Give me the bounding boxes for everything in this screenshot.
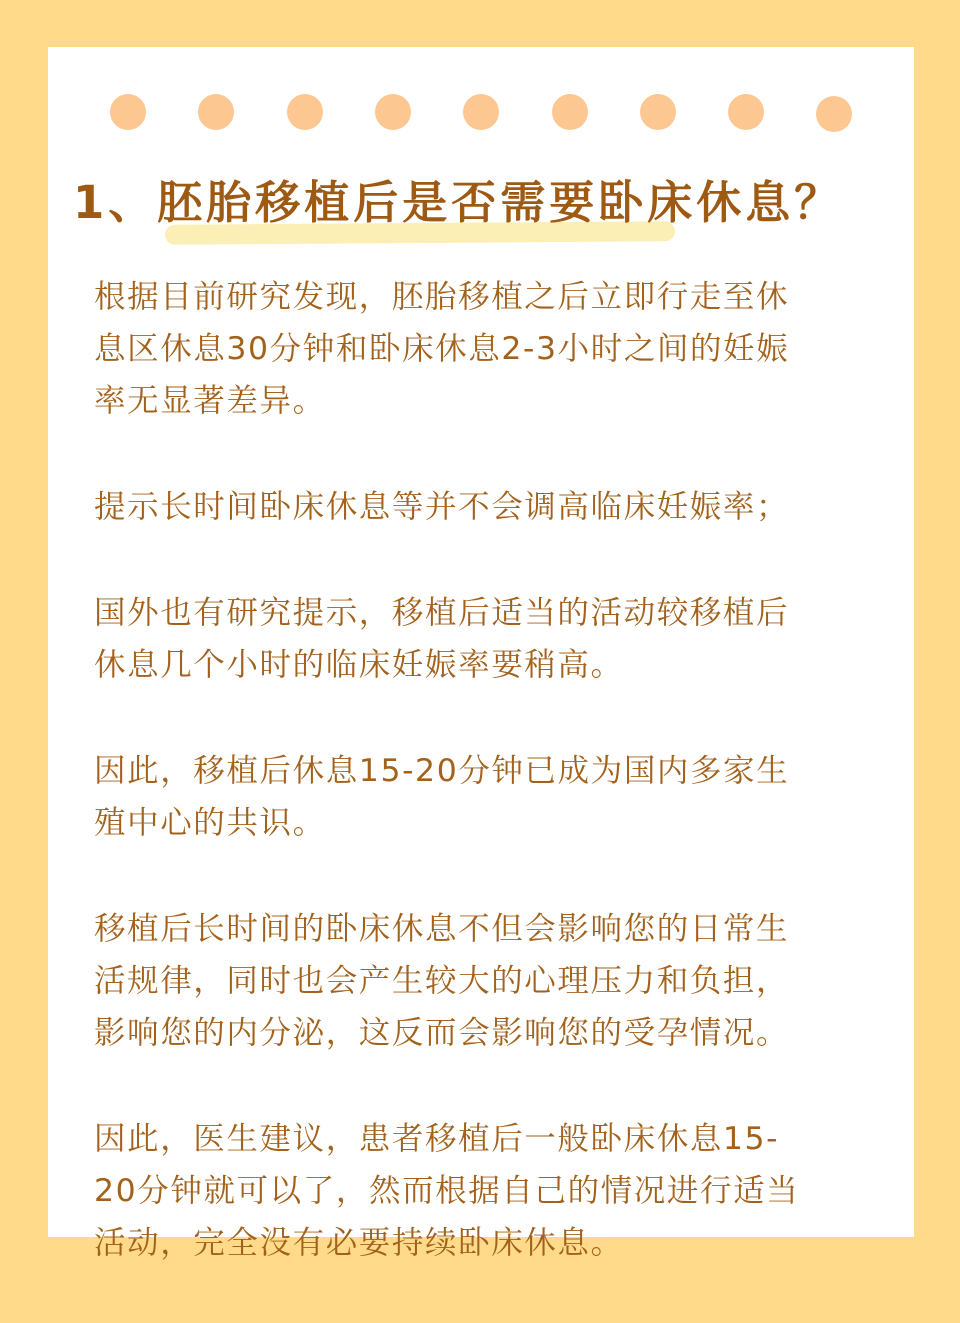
paragraph-line: 息区休息30分钟和卧床休息2-3小时之间的妊娠 (94, 331, 790, 367)
decorative-dot (198, 94, 234, 130)
paragraph-line: 殖中心的共识。 (94, 805, 326, 841)
paragraph (94, 481, 894, 533)
paragraph-line: 根据目前研究发现，胚胎移植之后立即行走至休 (94, 279, 790, 315)
decorative-dot (110, 94, 146, 130)
paragraph-line: 影响您的内分泌，这反而会影响您的受孕情况。 (94, 1015, 790, 1051)
title-block (73, 165, 903, 255)
paragraph-line: 率无显著差异。 (94, 383, 326, 419)
paragraph-line: 活规律，同时也会产生较大的心理压力和负担， (94, 963, 790, 999)
paragraph-line: 因此，医生建议，患者移植后一般卧床休息15- (94, 1121, 780, 1157)
paragraph (94, 1113, 894, 1269)
decorative-dot (816, 96, 852, 132)
page-title: 1、胚胎移植后是否需要卧床休息？ (73, 176, 844, 229)
paragraph-line: 因此，移植后休息15-20分钟已成为国内多家生 (94, 753, 790, 789)
content-card (48, 47, 914, 1261)
paragraph (94, 587, 894, 691)
article-body (94, 271, 894, 1323)
paragraph (94, 271, 894, 427)
paragraph (94, 903, 894, 1059)
paragraph-line: 国外也有研究提示，移植后适当的活动较移植后 (94, 595, 790, 631)
decorative-dot (287, 94, 323, 130)
decorative-dot (375, 94, 411, 130)
paragraph-line: 提示长时间卧床休息等并不会调高临床妊娠率； (94, 489, 790, 525)
paragraph-line: 移植后长时间的卧床休息不但会影响您的日常生 (94, 911, 790, 947)
paragraph-line: 活动，完全没有必要持续卧床休息。 (94, 1225, 624, 1261)
decorative-dot (552, 94, 588, 130)
decorative-dot (463, 94, 499, 130)
decorative-dot (640, 94, 676, 130)
paragraph-line: 休息几个小时的临床妊娠率要稍高。 (94, 647, 624, 683)
decorative-dot (728, 94, 764, 130)
paragraph (94, 745, 894, 849)
paragraph-line: 20分钟就可以了，然而根据自己的情况进行适当 (94, 1173, 800, 1209)
